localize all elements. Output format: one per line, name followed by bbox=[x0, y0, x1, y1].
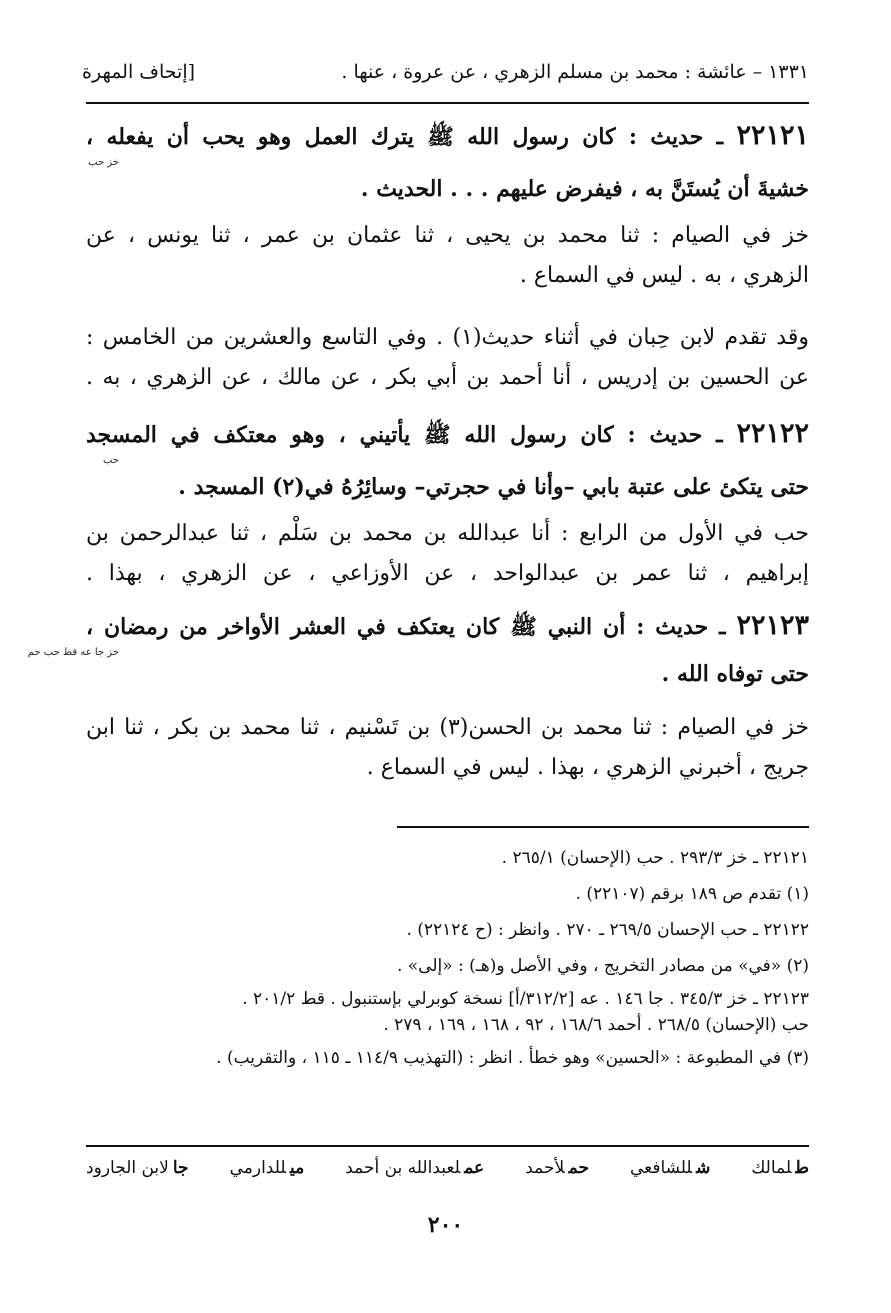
footnote-rule bbox=[397, 826, 809, 828]
legend-item: شللشافعي bbox=[629, 1158, 711, 1178]
page-number: ٢٠٠ bbox=[427, 1212, 464, 1238]
commentary-22123 bbox=[86, 708, 809, 788]
footnotes bbox=[86, 840, 809, 1076]
hadith-number: ٢٢١٢٣ bbox=[736, 610, 809, 641]
source-marks: خز حب bbox=[88, 157, 119, 168]
hadith-entry-22122 bbox=[86, 414, 809, 507]
commentary-line: وقد تقدم لابن حِبان في أثناء حديث(١) . وفي التاسع والعشرين من الخامس : bbox=[86, 325, 809, 350]
hadith-line: ٢٢١٢٢ ـ حديث : كان رسول الله ﷺ يأتيني ، وهو معتكف في المسجد bbox=[86, 418, 809, 449]
legend-item: ميللدارمي bbox=[229, 1158, 305, 1178]
footnote: (١) تقدم ص ١٨٩ برقم (٢٢١٠٧) . bbox=[575, 884, 809, 904]
footnote: ٢٢١٢٢ ـ حب الإحسان ٢٦٩/٥ ـ ٢٧٠ . وانظر : (ح ٢٢١٢٤) . bbox=[406, 920, 809, 940]
hadith-number: ٢٢١٢٢ bbox=[736, 418, 809, 449]
abbreviation-legend bbox=[86, 1158, 809, 1178]
commentary-line: الزهري ، به . ليس في السماع . bbox=[519, 263, 809, 288]
header-book-title: [إتحاف المهرة bbox=[82, 61, 196, 83]
commentary-line: جريج ، أخبرني الزهري ، بهذا . ليس في السماع . bbox=[366, 755, 809, 780]
hadith-entry-22121 bbox=[86, 116, 809, 209]
hadith-line: حتى توفاه الله . bbox=[661, 661, 809, 687]
header-rule bbox=[86, 102, 809, 104]
hadith-number: ٢٢١٢١ bbox=[736, 120, 809, 151]
source-marks: حب bbox=[102, 455, 119, 466]
commentary-22122 bbox=[86, 514, 809, 594]
source-marks: خز جا عه قط حب حم bbox=[27, 647, 119, 658]
hadith-line: ٢٢١٢٣ ـ حديث : أن النبي ﷺ كان يعتكف في العشر الأواخر من رمضان ، bbox=[86, 610, 809, 641]
hadith-entry-22123 bbox=[27, 606, 809, 689]
commentary-line: خز في الصيام : ثنا محمد بن الحسن(٣) بن تَسْنيم ، ثنا محمد بن بكر ، ثنا ابن bbox=[86, 715, 809, 740]
footnote: (٣) في المطبوعة : «الحسين» وهو خطأ . انظر : (التهذيب ١١٤/٩ ـ ١١٥ ، والتقريب) . bbox=[216, 1048, 809, 1068]
legend-item: عملعبدالله بن أحمد bbox=[345, 1158, 485, 1178]
header-chapter-title: ١٣٣١ – عائشة : محمد بن مسلم الزهري ، عن عروة ، عنها . bbox=[341, 61, 809, 83]
hadith-line: ٢٢١٢١ ـ حديث : كان رسول الله ﷺ يترك العمل وهو يحب أن يفعله ، bbox=[86, 120, 809, 151]
legend-item: حملأحمد bbox=[525, 1158, 589, 1178]
running-header bbox=[82, 54, 809, 90]
footnote: (٢) «في» من مصادر التخريج ، وفي الأصل و(هـ) : «إلى» . bbox=[396, 956, 809, 976]
commentary-22121 bbox=[86, 216, 809, 296]
hadith-line: خشيةَ أن يُستَنَّ به ، فيفرض عليهم . . . الحديث . bbox=[360, 176, 809, 202]
legend-item: جالابن الجارود bbox=[86, 1158, 189, 1178]
footnote: حب (الإحسان) ٢٦٨/٥ . أحمد ١٦٨/٦ ، ٩٢ ، ١٦٨ ، ١٦٩ ، ٢٧٩ . bbox=[383, 1015, 809, 1035]
commentary-line: عن الحسين بن إدريس ، أنا أحمد بن أبي بكر ، عن مالك ، عن الزهري ، به . bbox=[86, 365, 809, 390]
footnote: ٢٢١٢٣ ـ خز ٣٤٥/٣ . جا ١٤٦ . عه [٣١٢/٢/أ] نسخة كوبرلي بإستنبول . قط ٢٠١/٢ . bbox=[242, 989, 809, 1009]
commentary-line: خز في الصيام : ثنا محمد بن يحيى ، ثنا عثمان بن عمر ، ثنا يونس ، عن bbox=[86, 223, 809, 248]
commentary-22121-note bbox=[86, 318, 809, 398]
legend-rule bbox=[86, 1145, 809, 1147]
footnote: ٢٢١٢١ ـ خز ٢٩٣/٣ . حب (الإحسان) ٢٦٥/١ . bbox=[501, 848, 809, 868]
commentary-line: إبراهيم ، ثنا عمر بن عبدالواحد ، عن الأوزاعي ، عن الزهري ، بهذا . bbox=[86, 561, 809, 586]
commentary-line: حب في الأول من الرابع : أنا عبدالله بن محمد بن سَلْم ، ثنا عبدالرحمن بن bbox=[86, 521, 809, 546]
legend-item: طلمالك bbox=[751, 1158, 809, 1178]
hadith-line: حتى يتكئ على عتبة بابي –وأنا في حجرتي– وسائِرُهُ في(٢) المسجد . bbox=[178, 474, 809, 500]
